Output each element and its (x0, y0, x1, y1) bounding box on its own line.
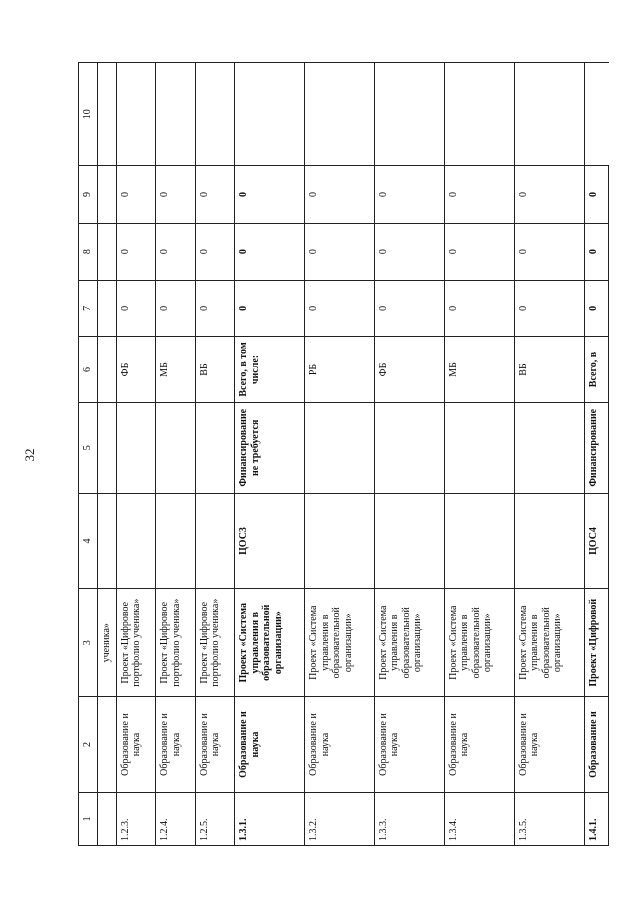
value-cell-9: 0 (374, 166, 444, 223)
project-name-cell: Проект «Система управления в образовательной организации» (235, 589, 305, 697)
row-number: 1.3.1. (235, 792, 305, 845)
table-row (156, 63, 196, 846)
empty-cell (98, 697, 117, 793)
value-cell-8: 0 (514, 223, 584, 280)
code-cell (195, 493, 235, 589)
project-name-cell: Проект «Цифровой (584, 589, 608, 697)
code-cell: ЦОС3 (235, 493, 305, 589)
value-cell-8: 0 (374, 223, 444, 280)
row-number: 1.3.5. (514, 792, 584, 845)
code-cell (514, 493, 584, 589)
value-cell-7: 0 (584, 280, 608, 336)
header-cell: 9 (79, 166, 98, 223)
budget-source-cell: МБ (156, 337, 196, 403)
value-cell-8: 0 (305, 223, 375, 280)
empty-cell (116, 63, 156, 166)
header-cell: 8 (79, 223, 98, 280)
row-number: 1.3.2. (305, 792, 375, 845)
header-row (79, 63, 98, 846)
value-cell-8: 0 (235, 223, 305, 280)
budget-source-cell: РБ (305, 337, 375, 403)
empty-cell (98, 280, 117, 336)
row-number: 1.3.4. (444, 792, 514, 845)
financing-cell (374, 402, 444, 493)
row-number: 1.3.3. (374, 792, 444, 845)
empty-cell (235, 63, 305, 166)
header-cell: 10 (79, 63, 98, 166)
table-row (305, 63, 375, 846)
project-name-cell: Проект «Цифровое портфолио ученика» (156, 589, 196, 697)
empty-cell (98, 166, 117, 223)
sector-cell: Образование и наука (156, 697, 196, 793)
value-cell-8: 0 (195, 223, 235, 280)
code-cell: ЦОС4 (584, 493, 608, 589)
project-name-cell: Проект «Система управления в образовательной организации» (374, 589, 444, 697)
value-cell-7: 0 (116, 280, 156, 336)
continuation-row (98, 63, 117, 846)
project-name-cell: Проект «Система управления в образовательной организации» (514, 589, 584, 697)
value-cell-9: 0 (116, 166, 156, 223)
empty-cell (514, 63, 584, 166)
empty-cell (98, 493, 117, 589)
value-cell-9: 0 (235, 166, 305, 223)
row-number: 1.2.5. (195, 792, 235, 845)
value-cell-8: 0 (444, 223, 514, 280)
financing-cell (156, 402, 196, 493)
table-row (374, 63, 444, 846)
project-name-cell: Проект «Цифровое портфолио ученика» (195, 589, 235, 697)
continuation-text: ученика» (98, 589, 117, 697)
value-cell-9: 0 (514, 166, 584, 223)
table-row (195, 63, 235, 846)
budget-table (78, 62, 609, 846)
financing-cell: Финансирование (584, 402, 608, 493)
sector-cell: Образование и (584, 697, 608, 793)
value-cell-8: 0 (156, 223, 196, 280)
value-cell-9: 0 (444, 166, 514, 223)
empty-cell (98, 402, 117, 493)
code-cell (374, 493, 444, 589)
empty-cell (98, 63, 117, 166)
code-cell (444, 493, 514, 589)
sector-cell: Образование и наука (514, 697, 584, 793)
header-cell: 1 (79, 792, 98, 845)
row-number: 1.2.4. (156, 792, 196, 845)
header-cell: 5 (79, 402, 98, 493)
code-cell (156, 493, 196, 589)
empty-cell (98, 792, 117, 845)
empty-cell (374, 63, 444, 166)
empty-cell (98, 223, 117, 280)
empty-cell (305, 63, 375, 166)
value-cell-7: 0 (374, 280, 444, 336)
header-cell: 6 (79, 337, 98, 403)
sector-cell: Образование и наука (116, 697, 156, 793)
project-name-cell: Проект «Система управления в образовательной организации» (444, 589, 514, 697)
budget-source-cell: ВБ (514, 337, 584, 403)
empty-cell (98, 337, 117, 403)
code-cell (305, 493, 375, 589)
value-cell-9: 0 (195, 166, 235, 223)
sector-cell: Образование и наука (374, 697, 444, 793)
financing-cell: Финансирование не требуется (235, 402, 305, 493)
table-row (444, 63, 514, 846)
project-name-cell: Проект «Система управления в образовательной организации» (305, 589, 375, 697)
budget-source-cell: Всего, в том числе: (235, 337, 305, 403)
financing-cell (514, 402, 584, 493)
budget-source-cell: МБ (444, 337, 514, 403)
financing-cell (195, 402, 235, 493)
code-cell (116, 493, 156, 589)
row-number: 1.2.3. (116, 792, 156, 845)
empty-cell (195, 63, 235, 166)
empty-cell (444, 63, 514, 166)
budget-source-cell: Всего, в (584, 337, 608, 403)
table-row (235, 63, 305, 846)
value-cell-8: 0 (584, 223, 608, 280)
financing-cell (444, 402, 514, 493)
row-number: 1.4.1. (584, 792, 608, 845)
project-name-cell: Проект «Цифровое портфолио ученика» (116, 589, 156, 697)
empty-cell (584, 63, 608, 166)
header-cell: 2 (79, 697, 98, 793)
value-cell-9: 0 (584, 166, 608, 223)
sector-cell: Образование и наука (195, 697, 235, 793)
financing-cell (116, 402, 156, 493)
header-cell: 7 (79, 280, 98, 336)
value-cell-7: 0 (235, 280, 305, 336)
value-cell-7: 0 (444, 280, 514, 336)
value-cell-9: 0 (305, 166, 375, 223)
table-row (116, 63, 156, 846)
value-cell-9: 0 (156, 166, 196, 223)
value-cell-7: 0 (156, 280, 196, 336)
table-row (514, 63, 584, 846)
budget-source-cell: ФБ (116, 337, 156, 403)
value-cell-8: 0 (116, 223, 156, 280)
sector-cell: Образование и наука (305, 697, 375, 793)
header-cell: 4 (79, 493, 98, 589)
value-cell-7: 0 (195, 280, 235, 336)
table-row (584, 63, 608, 846)
sector-cell: Образование и наука (444, 697, 514, 793)
empty-cell (156, 63, 196, 166)
rotated-table-frame (78, 62, 609, 846)
page-number: 32 (22, 448, 37, 462)
financing-cell (305, 402, 375, 493)
value-cell-7: 0 (514, 280, 584, 336)
value-cell-7: 0 (305, 280, 375, 336)
header-cell: 3 (79, 589, 98, 697)
budget-source-cell: ВБ (195, 337, 235, 403)
budget-source-cell: ФБ (374, 337, 444, 403)
sector-cell: Образование и наука (235, 697, 305, 793)
